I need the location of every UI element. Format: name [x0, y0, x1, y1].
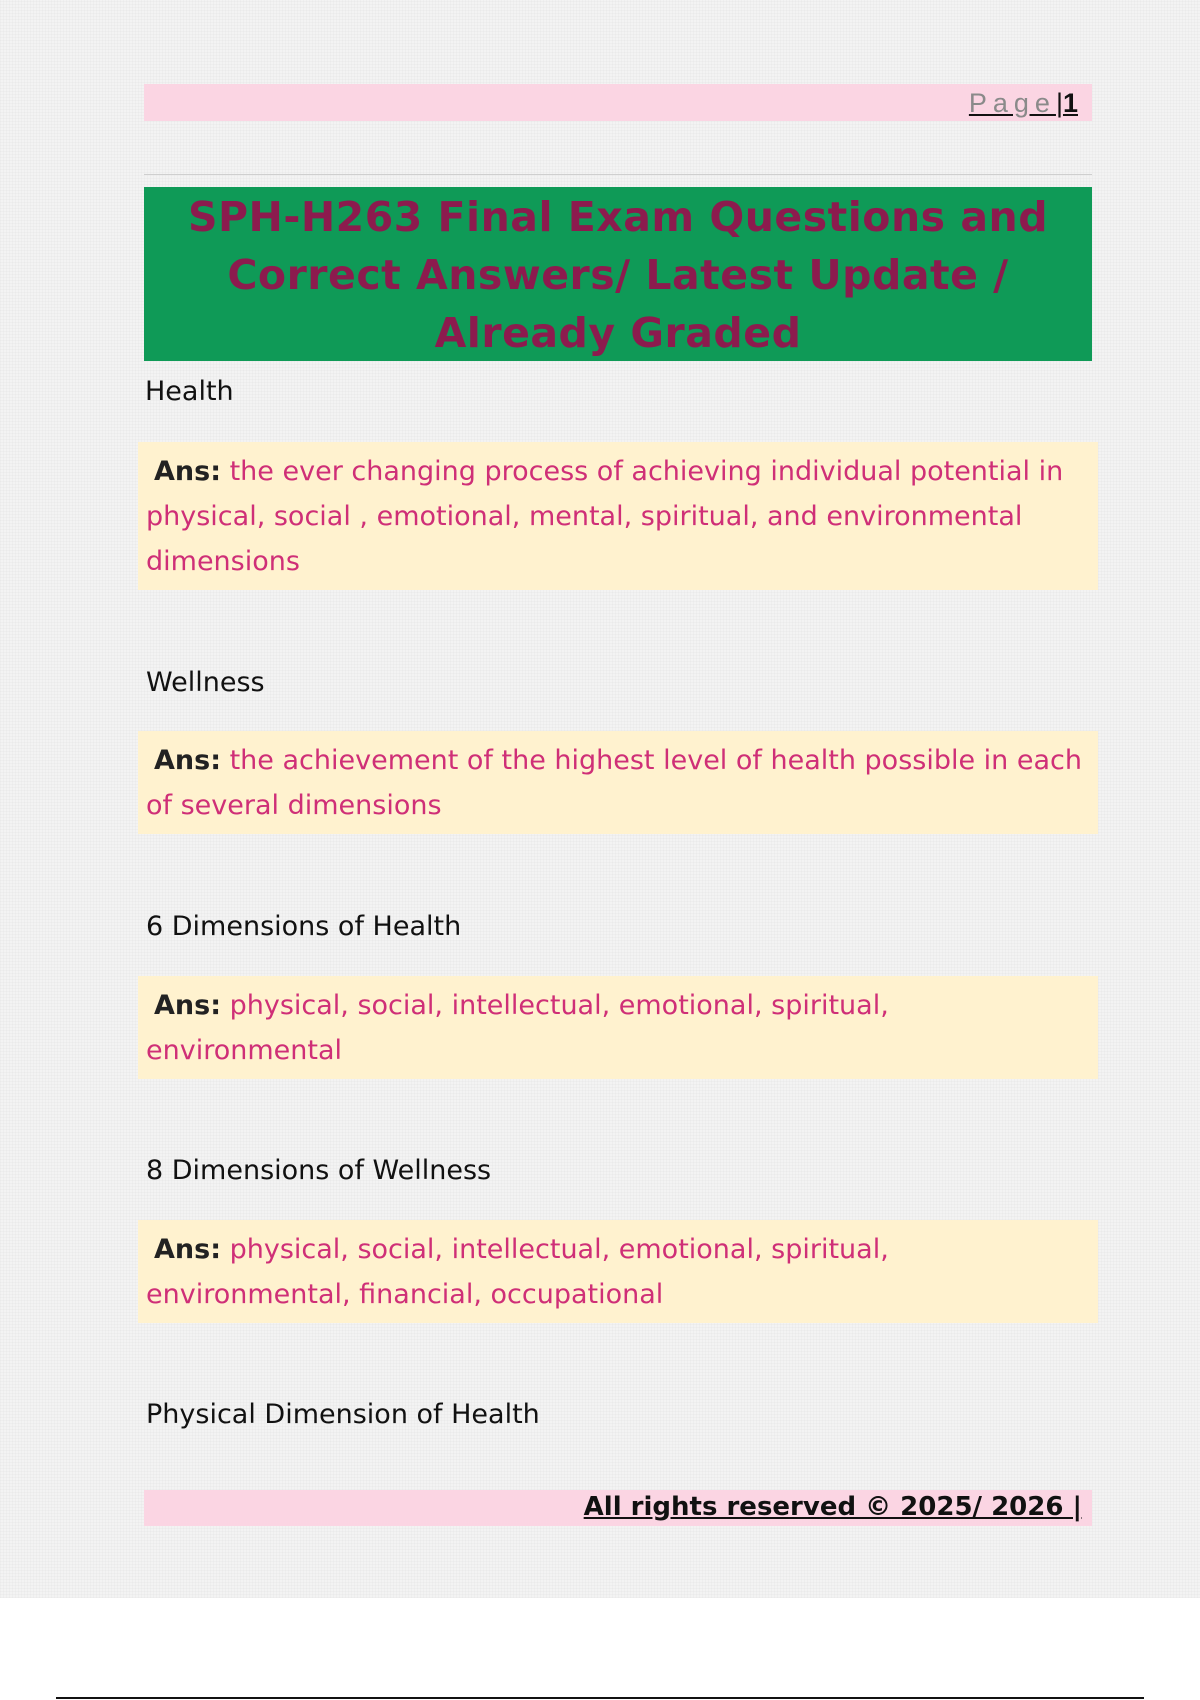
page-number-value: 1 [1062, 88, 1078, 118]
answer-label: Ans: [154, 745, 221, 776]
answer-text: the ever changing process of achieving individual potential in physical, social , emotional, mental, spiritual, and environmental dimensions [146, 456, 1064, 577]
page-number [969, 88, 1078, 118]
answer-health [138, 442, 1098, 590]
answer-label: Ans: [154, 990, 221, 1021]
page-separator: | [1055, 88, 1063, 118]
copyright-notice: All rights reserved © 2025/ 2026 | [583, 1492, 1082, 1522]
page-label: Page [968, 88, 1056, 118]
answer-text: physical, social, intellectual, emotional, spiritual, environmental, financial, occupational [146, 1234, 889, 1310]
question-health: Health [145, 376, 234, 407]
answer-label: Ans: [154, 456, 221, 487]
bottom-divider [56, 1697, 1144, 1699]
header-divider [144, 174, 1092, 175]
page-footer [144, 1490, 1092, 1526]
question-6-dimensions-of-health: 6 Dimensions of Health [146, 911, 462, 942]
answer-6-dimensions-of-health [138, 976, 1098, 1079]
answer-wellness [138, 731, 1098, 834]
answer-text: the achievement of the highest level of health possible in each of several dimensions [146, 745, 1082, 821]
answer-8-dimensions-of-wellness [138, 1220, 1098, 1323]
question-8-dimensions-of-wellness: 8 Dimensions of Wellness [146, 1155, 492, 1186]
page-header [144, 84, 1092, 121]
answer-text: physical, social, intellectual, emotional, spiritual, environmental [146, 990, 889, 1066]
question-physical-dimension-of-health: Physical Dimension of Health [146, 1399, 540, 1430]
question-wellness: Wellness [146, 667, 265, 698]
answer-label: Ans: [154, 1234, 221, 1265]
document-title: SPH-H263 Final Exam Questions and Correct Answers/ Latest Update / Already Graded [144, 187, 1092, 361]
